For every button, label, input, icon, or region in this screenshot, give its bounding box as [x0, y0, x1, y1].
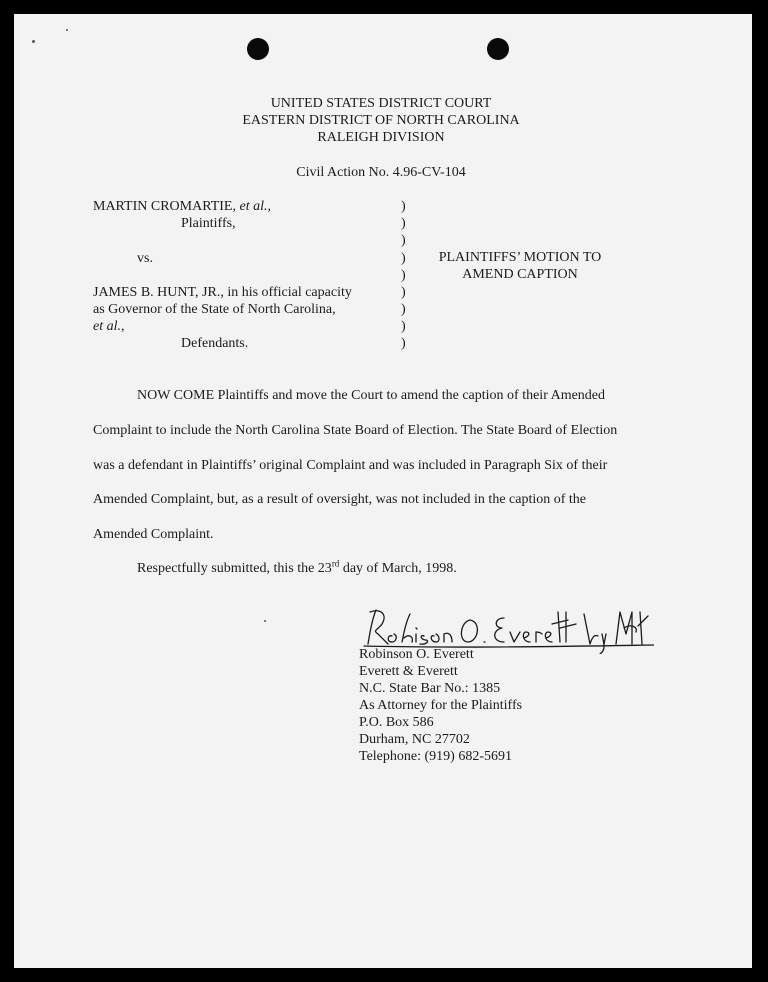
caption-paren: )	[401, 285, 406, 300]
body-line-4: Amended Complaint, but, as a result of oversight, was not included in the caption of the	[93, 492, 587, 507]
signer-po-box: P.O. Box 586	[359, 715, 434, 730]
plaintiff-etal-comma: ,	[267, 199, 271, 214]
signer-name: Robinson O. Everett	[359, 647, 474, 662]
scan-speck	[264, 620, 266, 622]
caption-paren: )	[401, 216, 406, 231]
submitted-prefix: Respectfully submitted, this the 23	[137, 561, 332, 576]
court-name-line1: UNITED STATES DISTRICT COURT	[270, 96, 492, 111]
signer-phone: Telephone: (919) 682-5691	[359, 749, 512, 764]
motion-title-line2: AMEND CAPTION	[462, 267, 578, 282]
punch-hole-right	[487, 38, 509, 60]
submitted-suffix: day of March, 1998.	[339, 561, 457, 576]
defendant-line2: as Governor of the State of North Carolina,	[93, 302, 336, 317]
respectfully-submitted	[137, 560, 457, 577]
caption-paren: )	[401, 233, 406, 248]
motion-title-line1: PLAINTIFFS’ MOTION TO	[438, 250, 602, 265]
court-name-line2: EASTERN DISTRICT OF NORTH CAROLINA	[242, 113, 520, 128]
body-line-5: Amended Complaint.	[93, 527, 214, 542]
scan-speck	[66, 29, 68, 31]
defendant-etal-comma: ,	[121, 319, 125, 334]
signer-city: Durham, NC 27702	[359, 732, 470, 747]
civil-action-number: Civil Action No. 4.96-CV-104	[296, 165, 466, 180]
caption-paren: )	[401, 336, 406, 351]
defendant-etal-text: et al.	[93, 319, 121, 334]
plaintiff-name-text: MARTIN CROMARTIE,	[93, 199, 236, 214]
defendant-line1: JAMES B. HUNT, JR., in his official capacity	[93, 285, 352, 300]
signer-firm: Everett & Everett	[359, 664, 458, 679]
body-line-1: NOW COME Plaintiffs and move the Court to amend the caption of their Amended	[137, 388, 606, 403]
plaintiff-name	[93, 198, 271, 215]
plaintiff-etal: et al.	[239, 199, 268, 214]
punch-hole-left	[247, 38, 269, 60]
document-page	[14, 14, 752, 968]
scan-speck	[32, 40, 35, 43]
body-line-3: was a defendant in Plaintiffs’ original Complaint and was included in Paragraph Six of their	[93, 458, 608, 473]
body-line-2: Complaint to include the North Carolina State Board of Election. The State Board of Election	[93, 423, 618, 438]
defendants-label: Defendants.	[181, 336, 249, 351]
caption-paren: )	[401, 268, 406, 283]
signer-bar-number: N.C. State Bar No.: 1385	[359, 681, 501, 696]
caption-paren: )	[401, 319, 406, 334]
plaintiffs-label: Plaintiffs,	[181, 216, 236, 231]
caption-paren: )	[401, 199, 406, 214]
submitted-ordinal: rd	[331, 558, 340, 569]
court-name-line3: RALEIGH DIVISION	[317, 130, 445, 145]
defendant-etal	[93, 318, 125, 335]
caption-paren: )	[401, 302, 406, 317]
signer-role: As Attorney for the Plaintiffs	[359, 698, 523, 713]
versus: vs.	[137, 251, 153, 266]
caption-paren: )	[401, 251, 406, 266]
